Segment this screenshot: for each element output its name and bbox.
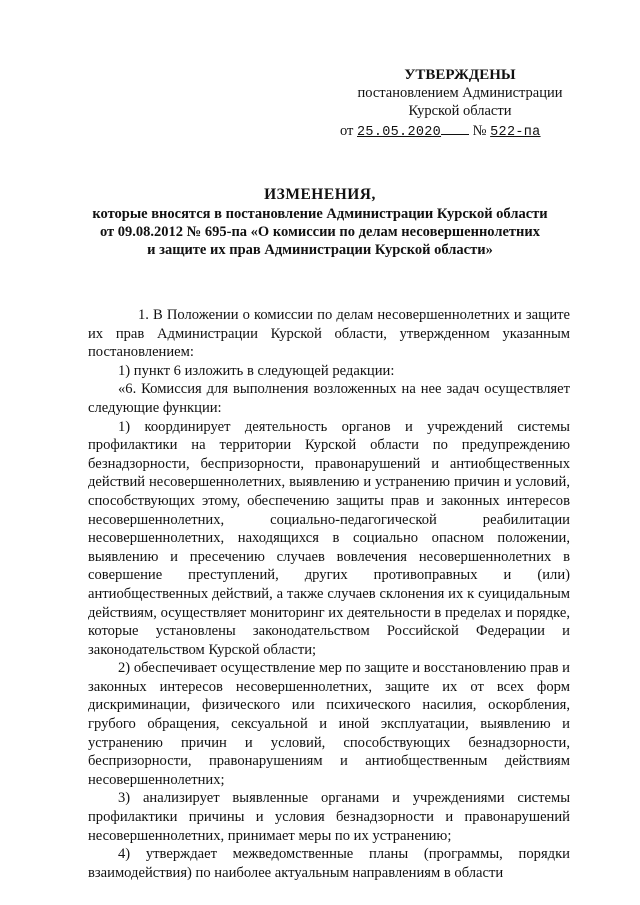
paragraph-3: «6. Комиссия для выполнения возложенных на нее задач осуществляет следующие функции:	[88, 381, 570, 416]
date-underline	[441, 122, 469, 135]
document-title	[70, 186, 570, 259]
paragraph-5: 2) обеспечивает осуществление мер по защите и восстановлению прав и законных интересов несовершеннолетних, защите их от всех форм дискриминации, физического или психического насилия, оскорбления, грубого обращения, сексуальной и иной эксплуатации, выявлению и устранению причин и условий, способствующих безнадзорности, беспризорности, правонарушениям и антиобщественным действиям несовершеннолетних;	[88, 660, 570, 788]
paragraph-6: 3) анализирует выявленные органами и учреждениями системы профилактики причины и условия безнадзорности и правонарушений несовершеннолетних, принимает меры по их устранению;	[88, 790, 570, 844]
date-value: 25.05.2020	[357, 125, 442, 140]
approval-heading: УТВЕРЖДЕНЫ	[404, 67, 516, 83]
date-prefix: от	[340, 123, 354, 139]
approval-date-line	[330, 122, 590, 142]
approval-block	[330, 66, 590, 142]
paragraph-1: 1. В Положении о комиссии по делам несовершеннолетних и защите их прав Администрации Курской области, утвержденном указанным постановлением:	[88, 307, 570, 361]
paragraph-2: 1) пункт 6 изложить в следующей редакции:	[118, 362, 395, 379]
number-prefix: №	[472, 123, 487, 139]
title-line-1: которые вносятся в постановление Администрации Курской области	[92, 206, 548, 222]
approval-line-2: Курской области	[408, 103, 512, 119]
title-line-3: и защите их прав Администрации Курской области»	[147, 242, 493, 258]
title-line-2: от 09.08.2012 № 695-па «О комиссии по делам несовершеннолетних	[99, 224, 541, 240]
title-main: ИЗМЕНЕНИЯ,	[264, 186, 376, 203]
approval-line-1: постановлением Администрации	[357, 85, 563, 101]
paragraph-7: 4) утверждает межведомственные планы (программы, порядки взаимодействия) по наиболее актуальным направлениям в области	[88, 846, 570, 881]
document-body	[88, 306, 570, 882]
number-value: 522-па	[490, 125, 541, 140]
paragraph-4: 1) координирует деятельность органов и учреждений системы профилактики на территории Курской области по предупреждению безнадзорности, беспризорности, правонарушений и антиобщественных действий несовершеннолетних, выявлению и устранению причин и условий, способствующих этому, обеспечению защиты прав и законных интересов несовершеннолетних, социально-педагогической реабилитации несовершеннолетних, находящихся в социально опасном положении, выявлению и пресечению случаев вовлечения несовершеннолетних в совершение преступлений, других противоправных и (или) антиобщественных действий, а также случаев склонения их к суицидальным действиям, осуществляет мониторинг их деятельности в пределах и порядке, которые установлены законодательством Российской Федерации и законодательством Курской области;	[88, 418, 570, 658]
